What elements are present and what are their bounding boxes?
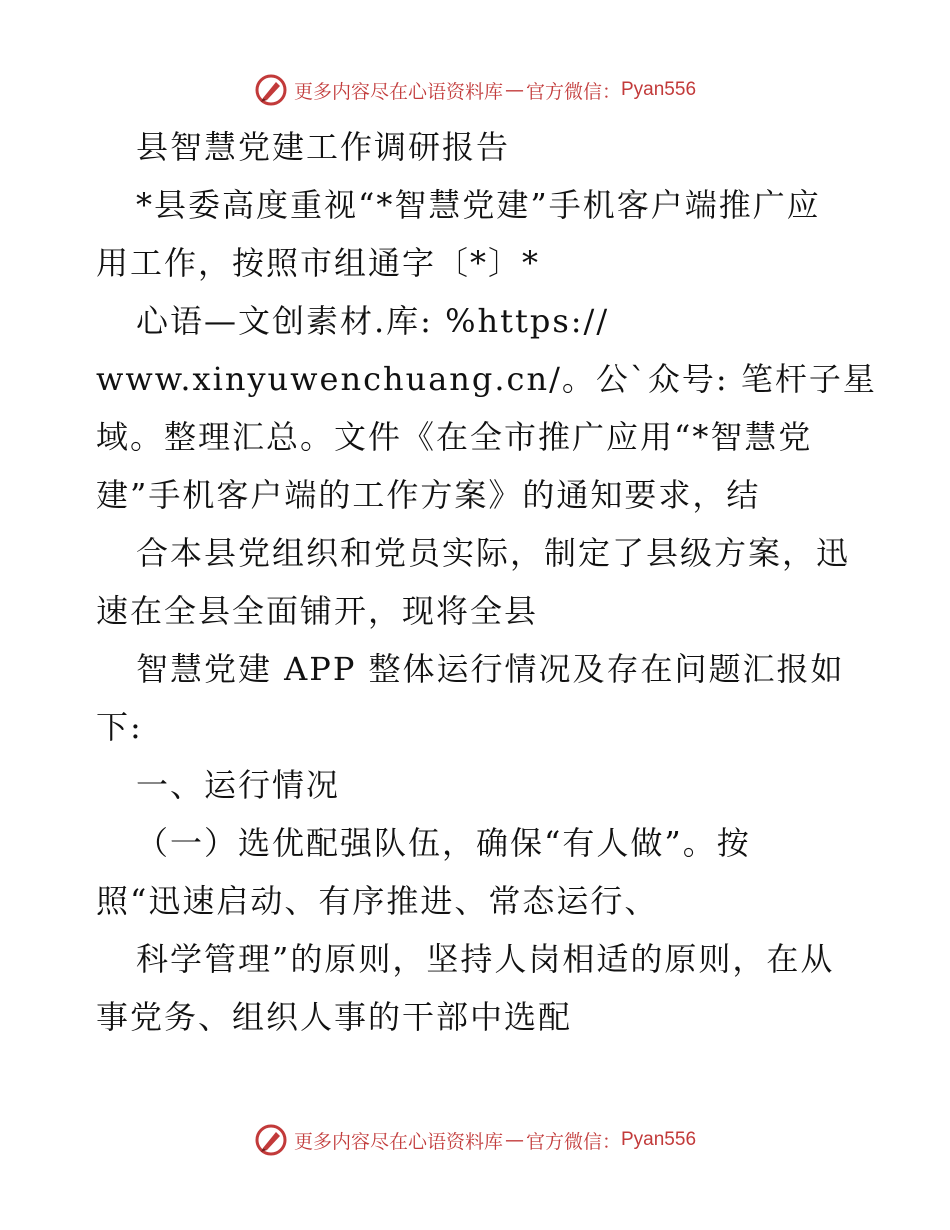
banner-dash: — — [504, 79, 524, 101]
section-heading: 一、运行情况 — [136, 766, 341, 804]
doc-line: 速在全县全面铺开，现将全县 — [96, 592, 539, 630]
doc-line: www.xinyuwenchuang.cn/。公`众号: 笔杆子星 — [96, 360, 877, 398]
doc-line: *县委高度重视“*智慧党建”手机客户端推广应 — [136, 186, 821, 224]
doc-line: 下: — [96, 708, 143, 746]
doc-line: 照“迅速启动、有序推进、常态运行、 — [96, 882, 659, 920]
banner-account: Pyan556 — [621, 79, 697, 100]
banner-account-label: 官方微信： — [525, 80, 621, 103]
footer-watermark — [0, 1120, 950, 1160]
banner-text: 更多内容尽在心语资料库 — [293, 1130, 503, 1153]
doc-line: 建”手机客户端的工作方案》的通知要求，结 — [96, 476, 761, 514]
pen-logo-icon — [254, 1123, 288, 1157]
doc-line: 合本县党组织和党员实际，制定了县级方案，迅 — [136, 534, 851, 572]
banner-dash: — — [504, 1129, 524, 1151]
pen-logo-icon — [254, 73, 288, 107]
doc-line: 智慧党建 APP 整体运行情况及存在问题汇报如 — [136, 650, 845, 688]
document-body — [96, 118, 877, 1046]
doc-line: 域。整理汇总。文件《在全市推广应用“*智慧党 — [96, 418, 813, 456]
doc-line: 科学管理”的原则，坚持人岗相适的原则，在从 — [136, 940, 835, 978]
banner-account-label: 官方微信： — [525, 1130, 621, 1153]
doc-title: 县智慧党建工作调研报告 — [136, 128, 511, 166]
doc-line: 事党务、组织人事的干部中选配 — [96, 998, 573, 1036]
doc-line: 用工作，按照市组通字〔*〕* — [96, 244, 541, 282]
doc-line: 心语—文创素材.库: %https:// — [136, 302, 610, 340]
banner-account: Pyan556 — [621, 1129, 697, 1150]
header-watermark — [0, 70, 950, 110]
subsection-heading: （一）选优配强队伍，确保“有人做”。按 — [136, 824, 751, 862]
banner-text: 更多内容尽在心语资料库 — [293, 80, 503, 103]
